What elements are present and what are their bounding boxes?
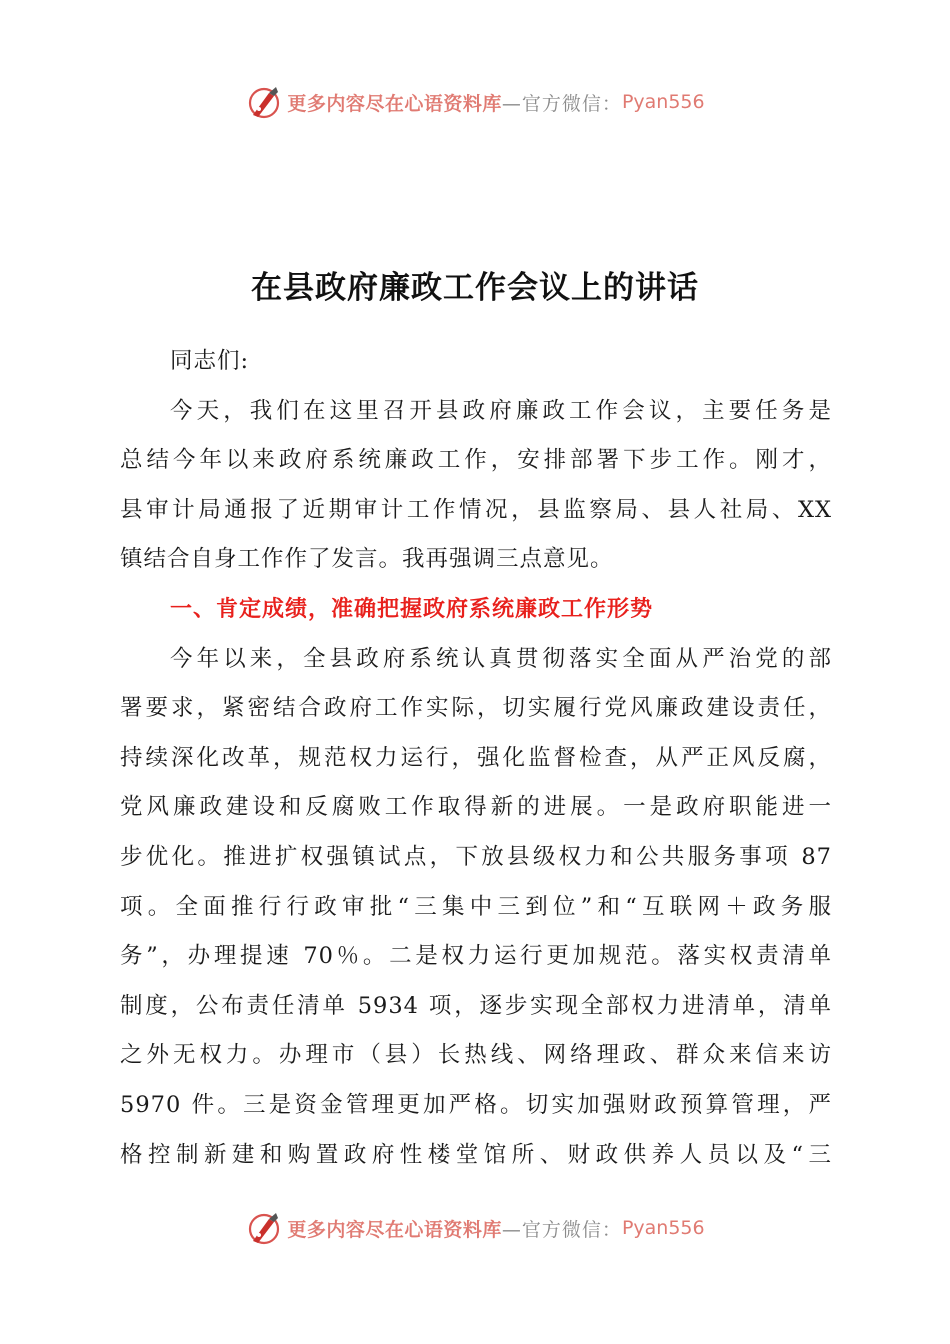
salutation: 同志们: bbox=[170, 348, 250, 374]
watermark-wechat-id: Pyan556 bbox=[621, 1217, 705, 1239]
paragraph1-line: 总结今年以来政府系统廉政工作，安排部署下步工作。刚才， bbox=[120, 447, 832, 474]
paragraph2-line: 今年以来，全县政府系统认真贯彻落实全面从严治党的部 bbox=[170, 645, 832, 672]
paragraph2-line: 持续深化改革，规范权力运行，强化监督检查，从严正风反腐， bbox=[120, 744, 832, 771]
paragraph2-line: 项。全面推行行政审批“三集中三到位”和“互联网＋政务服 bbox=[120, 893, 832, 920]
paragraph2-line: 党风廉政建设和反腐败工作取得新的进展。一是政府职能进一 bbox=[120, 794, 832, 821]
watermark-banner-top bbox=[0, 82, 950, 122]
watermark-dash: —官方微信： bbox=[501, 92, 622, 115]
paragraph2-line: 务”，办理提速 70％。二是权力运行更加规范。落实权责清单 bbox=[120, 943, 832, 970]
paragraph2-line: 署要求，紧密结合政府工作实际，切实履行党风廉政建设责任， bbox=[120, 695, 832, 722]
paragraph2-line: 之外无权力。办理市（县）长热线、网络理政、群众来信来访 bbox=[120, 1042, 832, 1069]
watermark-prefix: 更多内容尽在心语资料库 bbox=[287, 1218, 502, 1241]
paragraph2-line: 步优化。推进扩权强镇试点，下放县级权力和公共服务事项 87 bbox=[120, 843, 832, 870]
paragraph1-line: 今天，我们在这里召开县政府廉政工作会议，主要任务是 bbox=[170, 397, 832, 424]
watermark-dash: —官方微信： bbox=[501, 1218, 622, 1241]
section-heading: 一、肯定成绩，准确把握政府系统廉政工作形势 bbox=[170, 596, 654, 622]
watermark-prefix: 更多内容尽在心语资料库 bbox=[287, 92, 502, 115]
watermark-wechat-id: Pyan556 bbox=[621, 91, 705, 113]
paragraph2-line: 格控制新建和购置政府性楼堂馆所、财政供养人员以及“三 bbox=[120, 1141, 832, 1168]
pen-nib-circle-icon bbox=[245, 83, 283, 121]
pen-nib-circle-icon bbox=[245, 1209, 283, 1247]
paragraph2-line: 5970 件。三是资金管理更加严格。切实加强财政预算管理，严 bbox=[120, 1091, 832, 1118]
paragraph1-line: 镇结合自身工作作了发言。我再强调三点意见。 bbox=[120, 546, 614, 573]
document-body bbox=[120, 337, 832, 1180]
watermark-banner-bottom bbox=[0, 1208, 950, 1248]
paragraph1-line: 县审计局通报了近期审计工作情况，县监察局、县人社局、XX bbox=[120, 496, 832, 523]
paragraph2-line: 制度，公布责任清单 5934 项，逐步实现全部权力进清单，清单 bbox=[120, 992, 832, 1019]
document-title: 在县政府廉政工作会议上的讲话 bbox=[251, 270, 699, 306]
